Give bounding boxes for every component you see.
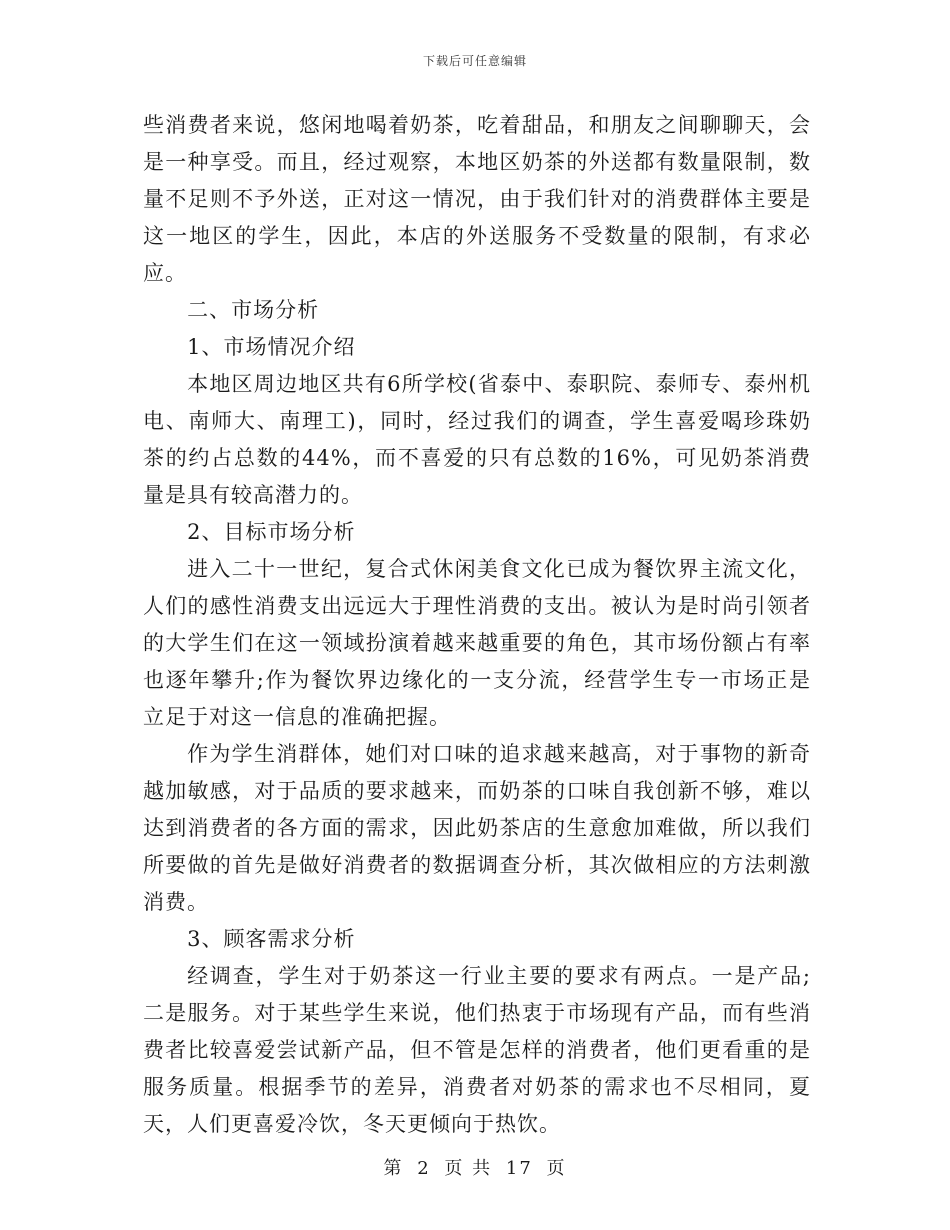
- subheading-market-overview: 1、市场情况介绍: [187, 335, 356, 359]
- page-header-note: 下载后可任意编辑: [422, 54, 527, 68]
- footer-suffix: 页: [546, 1158, 567, 1179]
- footer-middle: 页 共: [444, 1158, 493, 1179]
- paragraph-customer-needs: 经调查，学生对于奶茶这一行业主要的要求有两点。一是产品;二是服务。对于某些学生来说，他们热衷于市场现有产品，而有些消费者比较喜爱尝试新产品，但不管是怎样的消费者，他们更看重的是服务质量。根据季节的差异，消费者对奶茶的需求也不尽相同，夏天，人们更喜爱冷饮，冬天更倾向于热饮。: [143, 964, 811, 1136]
- page-footer: [0, 1154, 950, 1180]
- paragraph-student-consumers: 作为学生消群体，她们对口味的追求越来越高，对于事物的新奇越加敏感，对于品质的要求越来，而奶茶的口味自我创新不够，难以达到消费者的各方面的需求，因此奶茶店的生意愈加难做，所以我们所要做的首先是做好消费者的数据调查分析，其次做相应的方法刺激消费。: [143, 742, 811, 914]
- paragraph-market-overview: 本地区周边地区共有6所学校(省泰中、泰职院、泰师专、泰州机电、南师大、南理工)，同时，经过我们的调查，学生喜爱喝珍珠奶茶的约占总数的44%，而不喜爱的只有总数的16%，可见奶茶消费量是具有较高潜力的。: [143, 372, 811, 507]
- paragraph-continuation: 些消费者来说，悠闲地喝着奶茶，吃着甜品，和朋友之间聊聊天，会是一种享受。而且，经过观察，本地区奶茶的外送都有数量限制，数量不足则不予外送，正对这一情况，由于我们针对的消费群体主要是这一地区的学生，因此，本店的外送服务不受数量的限制，有求必应。: [143, 113, 811, 285]
- footer-total-pages: 17: [505, 1158, 533, 1179]
- subheading-customer-needs: 3、顾客需求分析: [187, 927, 356, 951]
- subheading-target-market: 2、目标市场分析: [187, 520, 356, 544]
- document-body: [143, 107, 811, 1143]
- footer-page-number: 2: [417, 1158, 431, 1179]
- paragraph-target-market: 进入二十一世纪，复合式休闲美食文化已成为餐饮界主流文化，人们的感性消费支出远远大于理性消费的支出。被认为是时尚引领者的大学生们在这一领域扮演着越来越重要的角色，其市场份额占有率也逐年攀升;作为餐饮界边缘化的一支分流，经营学生专一市场正是立足于对这一信息的准确把握。: [143, 557, 811, 729]
- section-heading-market-analysis: 二、市场分析: [187, 298, 320, 322]
- footer-prefix: 第: [383, 1158, 404, 1179]
